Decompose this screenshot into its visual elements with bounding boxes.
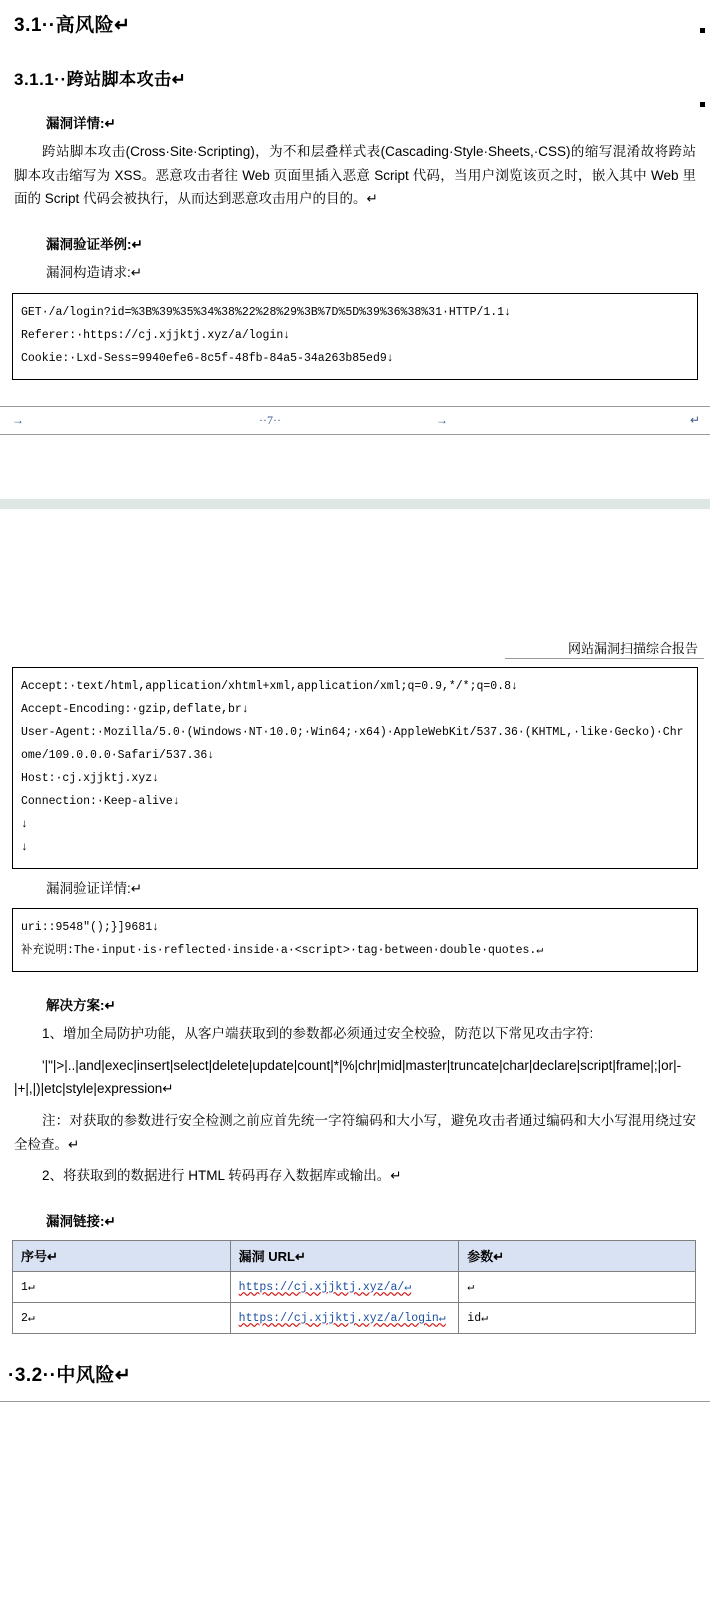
paragraph-solution-2: 2、将获取到的数据进行 HTML 转码再存入数据库或输出。↵ <box>42 1168 402 1184</box>
page-edge-marker <box>700 28 705 33</box>
label-request-lead: 漏洞构造请求:↵ <box>46 264 143 280</box>
cell-index: 2↵ <box>13 1302 231 1333</box>
table-row <box>13 1271 696 1302</box>
header-line: Accept-Encoding:·gzip,deflate,br↓ <box>21 702 249 716</box>
column-header-index: 序号↵ <box>13 1240 231 1271</box>
verify-detail-block <box>12 908 698 972</box>
paragraph-xss-description: 跨站脚本攻击(Cross·Site·Scripting)，为不和层叠样式表(Cascading·Style·Sheets,·CSS)的缩写混淆故将跨站脚本攻击缩写为 XSS。恶意攻击者往 Web 页面里插入恶意 Script 代码，当用户浏览该页之时，嵌入其中 Web 里面的 Script 代码会被执行，从而达到恶意攻击用户的目的。↵ <box>14 144 696 207</box>
paragraph-solution-note: 注：对获取的参数进行安全检测之前应首先统一字符编码和大小写，避免攻击者通过编码和大小写混用绕过安全检查。↵ <box>14 1113 696 1152</box>
vuln-url-link[interactable]: https://cj.xjjktj.xyz/a/↵ <box>238 1281 412 1295</box>
label-vuln-links: 漏洞链接:↵ <box>46 1213 116 1229</box>
paragraph-solution-chars: '|"|>|..|and|exec|insert|select|delete|update|count|*|%|chr|mid|master|truncate|char|declare|script|frame|;|or|-|+|,|)|etc|style|expression↵ <box>14 1057 682 1097</box>
label-vuln-example: 漏洞验证举例:↵ <box>46 236 143 252</box>
label-vuln-detail: 漏洞详情:↵ <box>46 116 116 131</box>
footer-bottom-rule <box>0 434 710 435</box>
cell-index: 1↵ <box>13 1271 231 1302</box>
paragraph-solution-1: 1、增加全局防护功能，从客户端获取到的参数都必须通过安全校验，防范以下常见攻击字符: <box>42 1026 594 1042</box>
cell-url[interactable] <box>230 1271 459 1302</box>
section-heading-high-risk: 3.1··高风险↵ <box>14 15 131 36</box>
request-headers-block <box>12 667 698 869</box>
column-header-url: 漏洞 URL↵ <box>230 1240 459 1271</box>
header-line: User-Agent:·Mozilla/5.0·(Windows·NT·10.0;·Win64;·x64)·AppleWebKit/537.36·(KHTML,·like·Gecko)·Chrome/109.0.0.0·Safari/537.36↓ <box>21 725 684 762</box>
footer-right-arrow: → <box>436 412 448 427</box>
footer-page-number: ··7·· <box>259 412 281 427</box>
page-footer <box>0 407 710 434</box>
request-line: Referer:·https://cj.xjjktj.xyz/a/login↓ <box>21 328 291 342</box>
request-line: Cookie:·Lxd-Sess=9940efe6-8c5f-48fb-84a5-34a263b85ed9↓ <box>21 351 394 365</box>
cell-param: ↵ <box>459 1271 696 1302</box>
verify-line: 补充说明:The·input·is·reflected·inside·a·<script>·tag·between·double·quotes.↵ <box>21 944 544 958</box>
document-page-1 <box>0 10 710 435</box>
verify-line: uri::9548″();}]9681↓ <box>21 921 160 935</box>
vulnerability-links-table <box>12 1240 696 1334</box>
document-page-2 <box>0 509 710 1402</box>
page-edge-marker <box>700 102 705 107</box>
header-line: Host:·cj.xjjktj.xyz↓ <box>21 771 160 785</box>
header-line: Connection:·Keep-alive↓ <box>21 794 180 808</box>
header-rule <box>505 658 704 659</box>
table-row <box>13 1302 696 1333</box>
header-title: 网站漏洞扫描综合报告 <box>567 640 698 656</box>
footer-left: → <box>12 412 24 427</box>
page-header <box>0 509 710 659</box>
label-verify-detail: 漏洞验证详情:↵ <box>46 880 143 896</box>
cell-param: id↵ <box>459 1302 696 1333</box>
vuln-url-link[interactable]: https://cj.xjjktj.xyz/a/login↵ <box>238 1312 446 1326</box>
header-line: ↓ <box>21 840 28 854</box>
header-line: Accept:·text/html,application/xhtml+xml,application/xml;q=0.9,*/*;q=0.8↓ <box>21 679 518 693</box>
table-header-row <box>13 1240 696 1271</box>
page-break-gap <box>0 435 710 499</box>
cell-url[interactable] <box>230 1302 459 1333</box>
section-heading-medium-risk: ·3.2··中风险↵ <box>8 1364 132 1386</box>
label-solution: 解决方案:↵ <box>46 998 116 1014</box>
bottom-rule <box>0 1401 710 1402</box>
request-code-block <box>12 293 698 380</box>
request-line: GET·/a/login?id=%3B%39%35%34%38%22%28%29%3B%7D%5D%39%36%38%31·HTTP/1.1↓ <box>21 305 511 319</box>
header-line: ↓ <box>21 817 28 831</box>
footer-end-mark: ↵ <box>689 412 700 427</box>
column-header-param: 参数↵ <box>459 1240 696 1271</box>
section-heading-xss: 3.1.1··跨站脚本攻击↵ <box>14 70 187 89</box>
page-separator-band <box>0 499 710 509</box>
